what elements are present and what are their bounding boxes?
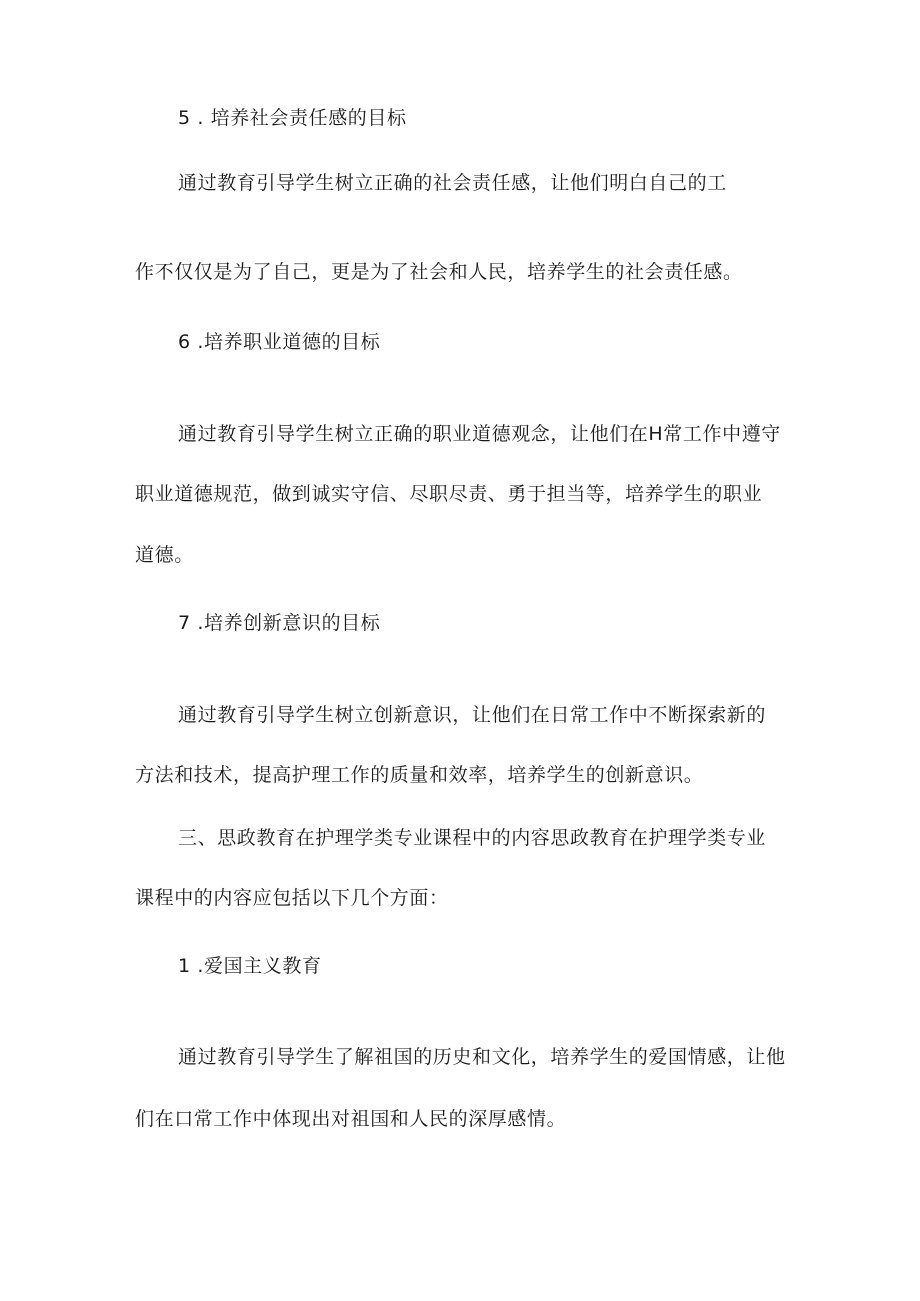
paragraph-line: 通过教育引导学生树立创新意识，让他们在日常工作中不断探索新的 xyxy=(178,704,767,726)
section-heading-7: 7 .培养创新意识的目标 xyxy=(178,612,381,634)
section-heading-5: 5 . 培养社会责任感的目标 xyxy=(178,107,407,129)
paragraph-line: 通过教育引导学生了解祖国的历史和文化，培养学生的爱国情感，让他 xyxy=(178,1046,786,1068)
paragraph-line: 道德。 xyxy=(135,544,194,566)
paragraph-line: 职业道德规范，做到诚实守信、尽职尽责、勇于担当等，培养学生的职业 xyxy=(135,483,763,505)
paragraph-line: 方法和技术，提高护理工作的质量和效率，培养学生的创新意识。 xyxy=(135,764,704,786)
paragraph-line: 们在口常工作中体现出对祖国和人民的深厚感情。 xyxy=(135,1108,567,1130)
paragraph-line: 通过教育引导学生树立正确的职业道德观念，让他们在H常工作中遵守 xyxy=(178,423,781,445)
chapter-heading-paragraph: 三、思政教育在护理学类专业课程中的内容思政教育在护理学类专业 xyxy=(178,827,767,849)
paragraph-line: 课程中的内容应包括以下几个方面： xyxy=(135,887,449,909)
paragraph-line: 通过教育引导学生树立正确的社会责任感，让他们明白自己的工 xyxy=(178,172,727,194)
paragraph-line: 作不仅仅是为了自己，更是为了社会和人民，培养学生的社会责任感。 xyxy=(135,261,743,283)
section-heading-1: 1 .爱国主义教育 xyxy=(178,955,322,977)
section-heading-6: 6 .培养职业道德的目标 xyxy=(178,331,381,353)
